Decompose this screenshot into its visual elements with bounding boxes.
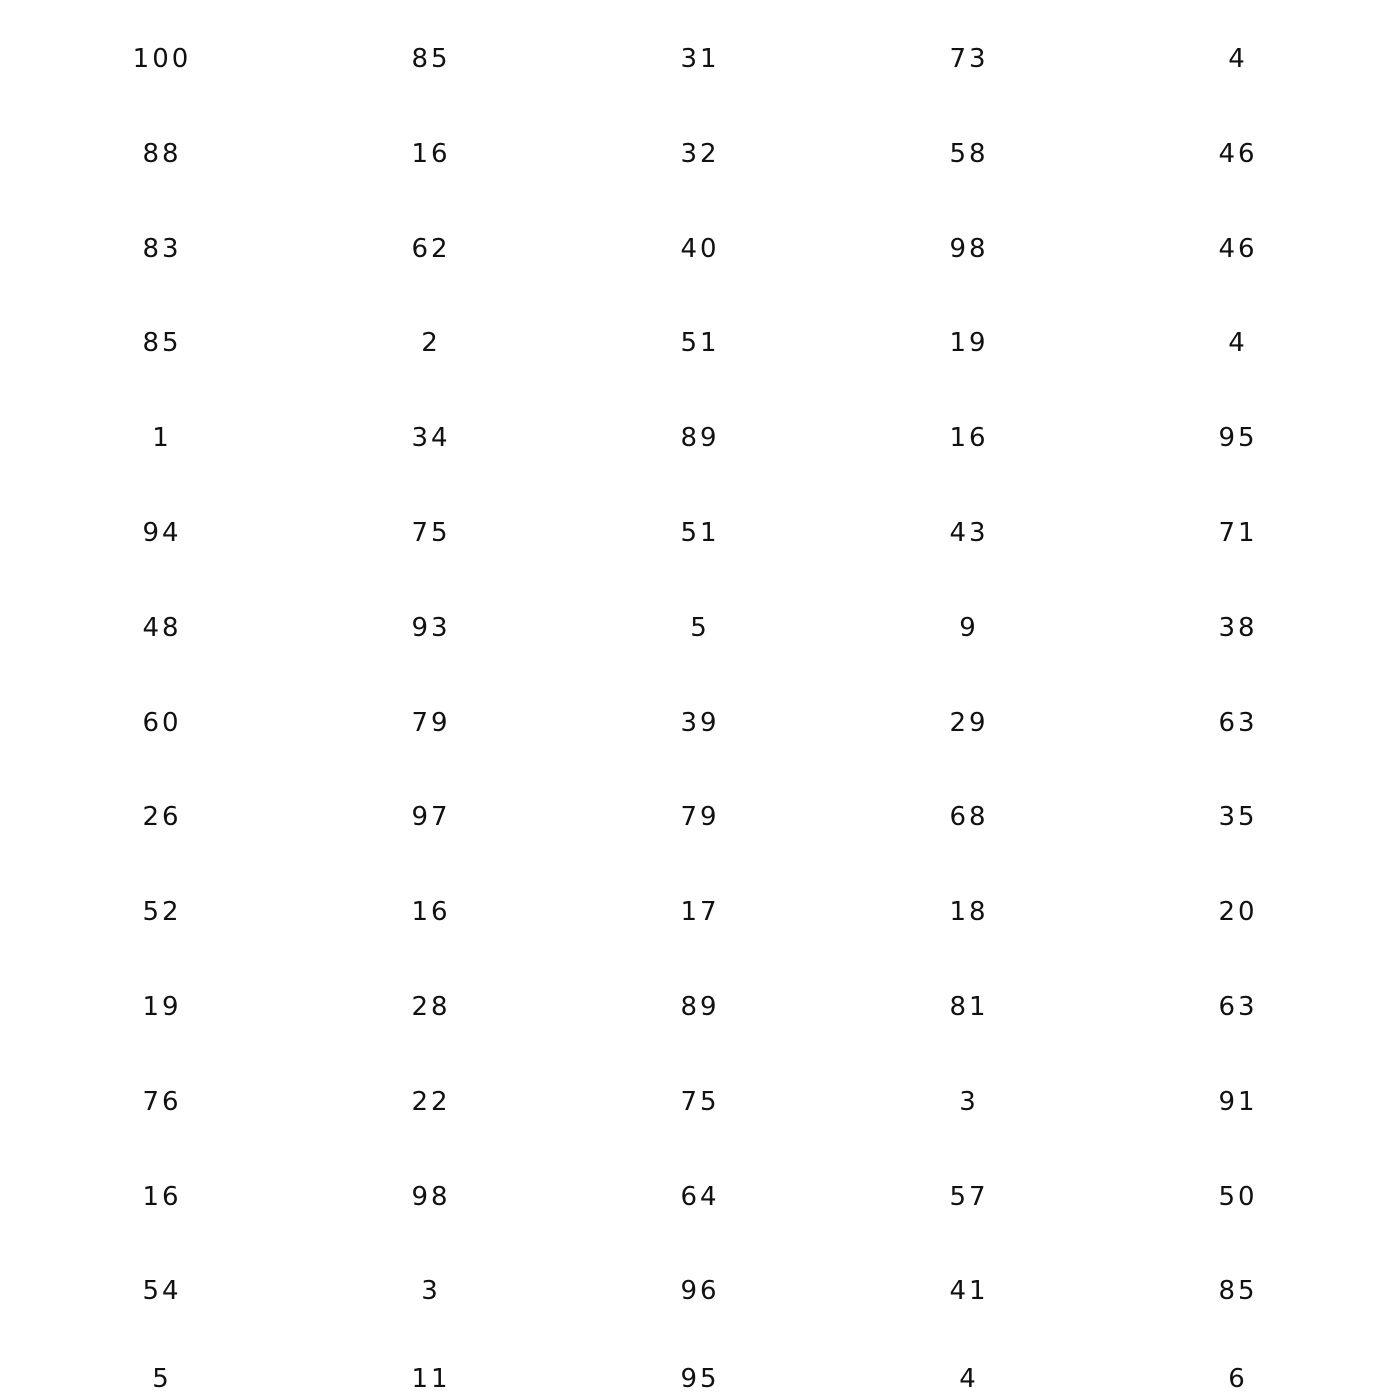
grid-row bbox=[0, 229, 1400, 269]
grid-cell: 50 bbox=[1218, 1182, 1258, 1212]
grid-cell: 4 bbox=[1228, 328, 1248, 358]
grid-row bbox=[0, 418, 1400, 458]
grid-cell: 29 bbox=[949, 708, 989, 738]
grid-row bbox=[0, 134, 1400, 174]
grid-cell: 38 bbox=[1218, 613, 1258, 643]
grid-row bbox=[0, 987, 1400, 1027]
grid-cell: 89 bbox=[680, 992, 720, 1022]
grid-cell: 85 bbox=[142, 328, 182, 358]
grid-cell: 89 bbox=[680, 423, 720, 453]
grid-cell: 16 bbox=[411, 139, 451, 169]
grid-cell: 5 bbox=[152, 1364, 172, 1394]
grid-cell: 81 bbox=[949, 992, 989, 1022]
grid-row bbox=[0, 608, 1400, 648]
grid-cell: 39 bbox=[680, 708, 720, 738]
grid-cell: 75 bbox=[680, 1087, 720, 1117]
grid-cell: 11 bbox=[411, 1364, 451, 1394]
grid-row bbox=[0, 892, 1400, 932]
grid-cell: 32 bbox=[680, 139, 720, 169]
grid-cell: 41 bbox=[949, 1276, 989, 1306]
grid-row bbox=[0, 1082, 1400, 1122]
grid-row bbox=[0, 797, 1400, 837]
grid-cell: 34 bbox=[411, 423, 451, 453]
grid-row bbox=[0, 323, 1400, 363]
grid-cell: 31 bbox=[680, 44, 720, 74]
grid-cell: 52 bbox=[142, 897, 182, 927]
grid-cell: 16 bbox=[949, 423, 989, 453]
grid-row bbox=[0, 513, 1400, 553]
grid-cell: 95 bbox=[680, 1364, 720, 1394]
grid-cell: 1 bbox=[152, 423, 172, 453]
grid-cell: 83 bbox=[142, 234, 182, 264]
grid-cell: 22 bbox=[411, 1087, 451, 1117]
grid-cell: 58 bbox=[949, 139, 989, 169]
grid-cell: 43 bbox=[949, 518, 989, 548]
grid-cell: 2 bbox=[421, 328, 441, 358]
grid-cell: 6 bbox=[1228, 1364, 1248, 1394]
grid-row bbox=[0, 1177, 1400, 1217]
grid-row bbox=[0, 703, 1400, 743]
grid-cell: 20 bbox=[1218, 897, 1258, 927]
grid-cell: 79 bbox=[411, 708, 451, 738]
grid-cell: 4 bbox=[959, 1364, 979, 1394]
grid-cell: 3 bbox=[959, 1087, 979, 1117]
grid-cell: 35 bbox=[1218, 802, 1258, 832]
grid-row bbox=[0, 1271, 1400, 1311]
grid-cell: 63 bbox=[1218, 992, 1258, 1022]
grid-cell: 48 bbox=[142, 613, 182, 643]
grid-cell: 100 bbox=[132, 44, 192, 74]
grid-cell: 71 bbox=[1218, 518, 1258, 548]
grid-cell: 93 bbox=[411, 613, 451, 643]
grid-cell: 63 bbox=[1218, 708, 1258, 738]
grid-cell: 98 bbox=[949, 234, 989, 264]
grid-cell: 4 bbox=[1228, 44, 1248, 74]
grid-cell: 60 bbox=[142, 708, 182, 738]
grid-cell: 3 bbox=[421, 1276, 441, 1306]
grid-cell: 94 bbox=[142, 518, 182, 548]
grid-cell: 76 bbox=[142, 1087, 182, 1117]
grid-cell: 9 bbox=[959, 613, 979, 643]
grid-cell: 19 bbox=[142, 992, 182, 1022]
grid-cell: 46 bbox=[1218, 234, 1258, 264]
grid-cell: 16 bbox=[411, 897, 451, 927]
grid-cell: 19 bbox=[949, 328, 989, 358]
grid-cell: 85 bbox=[411, 44, 451, 74]
grid-cell: 64 bbox=[680, 1182, 720, 1212]
grid-cell: 51 bbox=[680, 328, 720, 358]
grid-cell: 40 bbox=[680, 234, 720, 264]
grid-cell: 26 bbox=[142, 802, 182, 832]
grid-row bbox=[0, 1359, 1400, 1399]
grid-cell: 68 bbox=[949, 802, 989, 832]
grid-cell: 96 bbox=[680, 1276, 720, 1306]
grid-cell: 17 bbox=[680, 897, 720, 927]
grid-cell: 16 bbox=[142, 1182, 182, 1212]
grid-cell: 98 bbox=[411, 1182, 451, 1212]
grid-cell: 95 bbox=[1218, 423, 1258, 453]
grid-cell: 5 bbox=[690, 613, 710, 643]
grid-cell: 51 bbox=[680, 518, 720, 548]
grid-cell: 62 bbox=[411, 234, 451, 264]
grid-cell: 73 bbox=[949, 44, 989, 74]
grid-cell: 46 bbox=[1218, 139, 1258, 169]
grid-cell: 91 bbox=[1218, 1087, 1258, 1117]
grid-row bbox=[0, 39, 1400, 79]
grid-cell: 28 bbox=[411, 992, 451, 1022]
grid-cell: 75 bbox=[411, 518, 451, 548]
grid-cell: 54 bbox=[142, 1276, 182, 1306]
grid-cell: 85 bbox=[1218, 1276, 1258, 1306]
grid-cell: 57 bbox=[949, 1182, 989, 1212]
grid-cell: 88 bbox=[142, 139, 182, 169]
grid-cell: 18 bbox=[949, 897, 989, 927]
grid-cell: 79 bbox=[680, 802, 720, 832]
grid-cell: 97 bbox=[411, 802, 451, 832]
